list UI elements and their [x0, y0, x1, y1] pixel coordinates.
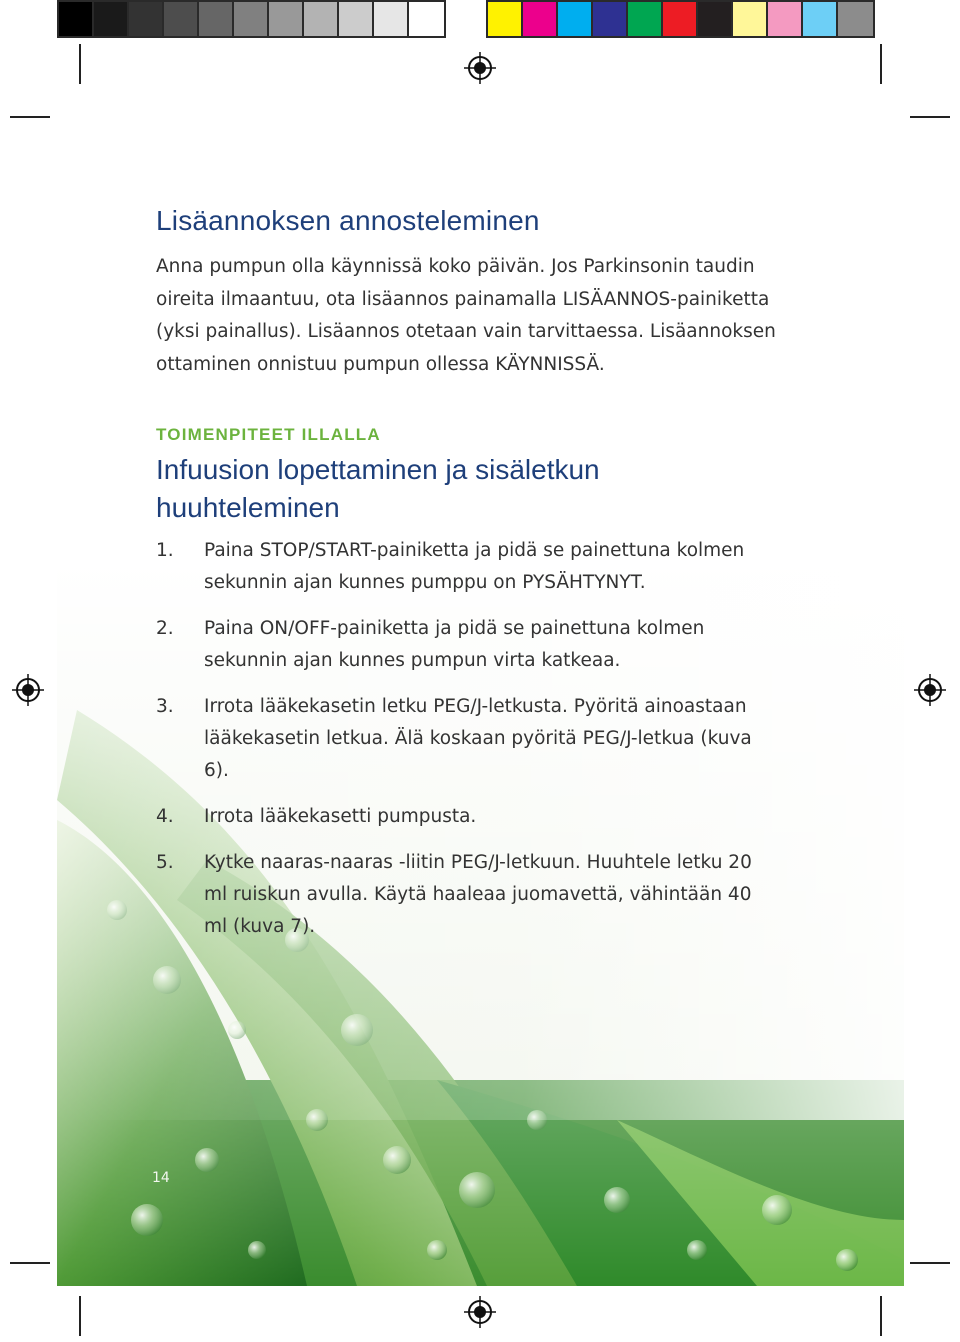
list-item	[156, 801, 796, 833]
intro-paragraph: Anna pumpun olla käynnissä koko päivän. Jos Parkinsonin taudin oireita ilmaantuu, ota lisäannos painamalla LISÄANNOS-painiketta (yksi painallus). Lisäannos otetaan vain tarvittaessa. Lisäannoksen ottaminen onnistuu pumpun ollessa KÄYNNISSÄ.	[156, 256, 776, 375]
color-swatch	[304, 2, 339, 36]
color-swatch	[409, 2, 444, 36]
list-item	[156, 691, 796, 787]
color-swatch	[488, 2, 523, 36]
crop-mark-icon	[880, 44, 882, 84]
step-text: Paina ON/OFF-painiketta ja pidä se painettuna kolmen sekunnin ajan kunnes pumpun virta katkeaa.	[204, 618, 705, 671]
color-swatch	[339, 2, 374, 36]
section-title: Infuusion lopettaminen ja sisäletkun huuhteleminen	[156, 454, 600, 523]
color-swatch	[374, 2, 409, 36]
list-item	[156, 535, 796, 599]
color-swatch	[523, 2, 558, 36]
registration-mark-icon	[464, 1296, 496, 1328]
list-item	[156, 847, 796, 943]
color-swatch	[803, 2, 838, 36]
crop-mark-icon	[79, 1296, 81, 1336]
step-text: Kytke naaras-naaras -liitin PEG/J-letkuun. Huuhtele letku 20 ml ruiskun avulla. Käytä haaleaa juomavettä, vähintään 40 ml (kuva 7).	[204, 852, 752, 937]
crop-mark-icon	[10, 1262, 50, 1264]
color-swatch	[234, 2, 269, 36]
step-text: Irrota lääkekasetti pumpusta.	[204, 806, 477, 827]
crop-mark-icon	[880, 1296, 882, 1336]
color-swatch	[838, 2, 873, 36]
color-swatch	[593, 2, 628, 36]
step-number: 1.	[156, 540, 174, 561]
registration-mark-icon	[914, 674, 946, 706]
step-number: 2.	[156, 618, 174, 639]
process-color-bar	[486, 0, 875, 38]
color-swatch	[59, 2, 94, 36]
crop-mark-icon	[10, 116, 50, 118]
color-swatch	[663, 2, 698, 36]
color-swatch	[269, 2, 304, 36]
page-title: Lisäannoksen annosteleminen	[156, 205, 540, 236]
step-number: 3.	[156, 696, 174, 717]
color-swatch	[768, 2, 803, 36]
color-swatch	[94, 2, 129, 36]
step-number: 5.	[156, 852, 174, 873]
color-swatch	[733, 2, 768, 36]
grayscale-color-bar	[57, 0, 446, 38]
crop-mark-icon	[910, 1262, 950, 1264]
list-item	[156, 613, 796, 677]
page-number: 14	[152, 1170, 170, 1186]
color-swatch	[558, 2, 593, 36]
color-swatch	[698, 2, 733, 36]
crop-mark-icon	[910, 116, 950, 118]
color-swatch	[628, 2, 663, 36]
section-kicker: TOIMENPITEET ILLALLA	[156, 425, 381, 444]
step-number: 4.	[156, 806, 174, 827]
page-content	[156, 205, 796, 957]
crop-mark-icon	[79, 44, 81, 84]
steps-list	[156, 535, 796, 943]
registration-mark-icon	[12, 674, 44, 706]
step-text: Irrota lääkekasetin letku PEG/J-letkusta. Pyöritä ainoastaan lääkekasetin letkua. Älä koskaan pyöritä PEG/J-letkua (kuva 6).	[204, 696, 752, 781]
color-swatch	[164, 2, 199, 36]
step-text: Paina STOP/START-painiketta ja pidä se painettuna kolmen sekunnin ajan kunnes pumppu on PYSÄHTYNYT.	[204, 540, 745, 593]
color-swatch	[129, 2, 164, 36]
color-swatch	[199, 2, 234, 36]
registration-mark-icon	[464, 52, 496, 84]
